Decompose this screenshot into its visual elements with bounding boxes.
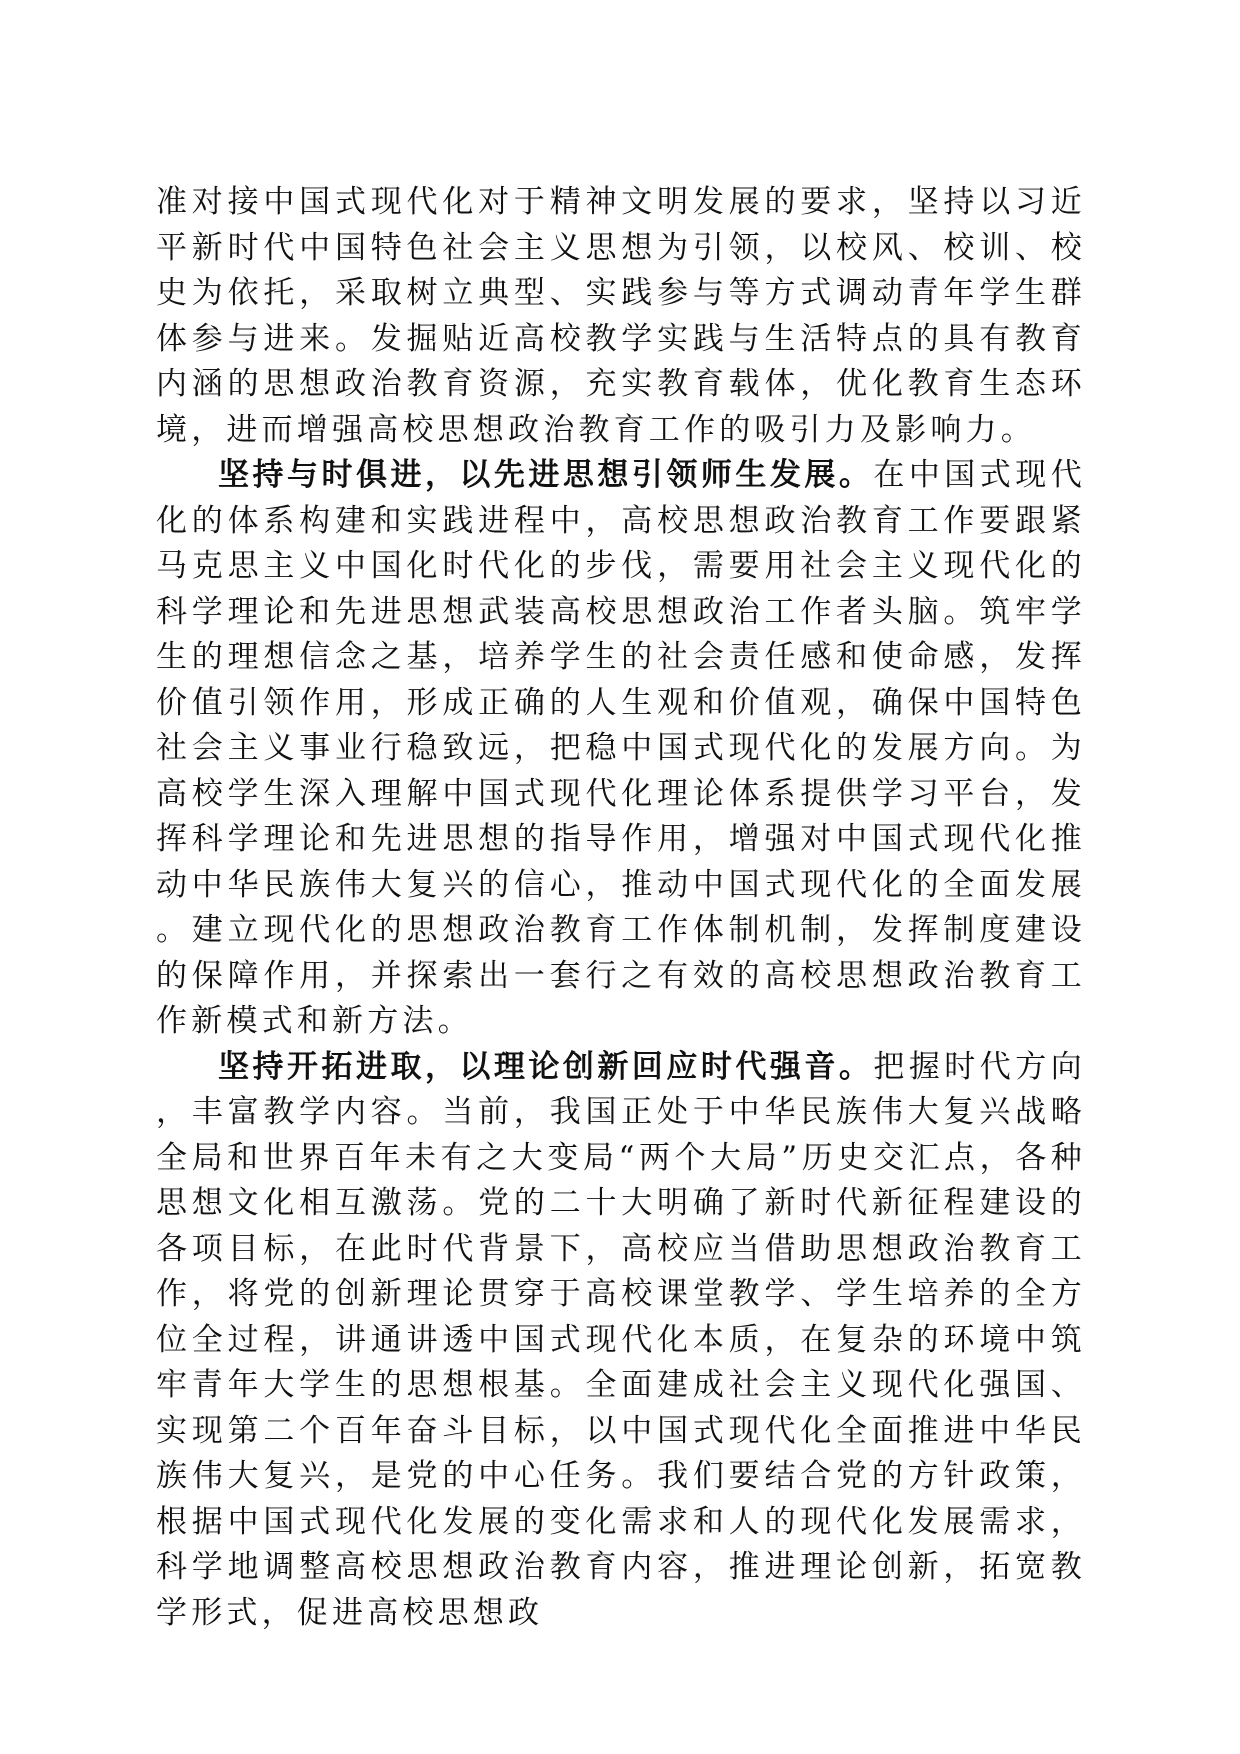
paragraph-continuation (156, 180, 1086, 453)
paragraph-keep-pace (156, 453, 1086, 1045)
paragraph-pioneering (156, 1045, 1086, 1637)
paragraph-body: 在中国式现代化的体系构建和实践进程中，高校思想政治教育工作要跟紧马克思主义中国化时代化的步伐，需要用社会主义现代化的科学理论和先进思想武装高校思想政治工作者头脑。筑牢学生的理想信念之基，培养学生的社会责任感和使命感，发挥价值引领作用，形成正确的人生观和价值观，确保中国特色社会主义事业行稳致远，把稳中国式现代化的发展方向。为高校学生深入理解中国式现代化理论体系提供学习平台，发挥科学理论和先进思想的指导作用，增强对中国式现代化推动中华民族伟大复兴的信心，推动中国式现代化的全面发展。建立现代化的思想政治教育工作体制机制，发挥制度建设的保障作用，并探索出一套行之有效的高校思想政治教育工作新模式和新方法。 (156, 457, 1086, 1039)
paragraph-lead: 坚持与时俱进，以先进思想引领师生发展。 (218, 457, 874, 493)
document-page (156, 180, 1086, 1636)
paragraph-body: 把握时代方向，丰富教学内容。当前，我国正处于中华民族伟大复兴战略全局和世界百年未有之大变局“两个大局”历史交汇点，各种思想文化相互激荡。党的二十大明确了新时代新征程建设的各项目标，在此时代背景下，高校应当借助思想政治教育工作，将党的创新理论贯穿于高校课堂教学、学生培养的全方位全过程，讲通讲透中国式现代化本质，在复杂的环境中筑牢青年大学生的思想根基。全面建成社会主义现代化强国、实现第二个百年奋斗目标，以中国式现代化全面推进中华民族伟大复兴，是党的中心任务。我们要结合党的方针政策，根据中国式现代化发展的变化需求和人的现代化发展需求，科学地调整高校思想政治教育内容，推进理论创新，拓宽教学形式，促进高校思想政 (156, 1048, 1086, 1631)
paragraph-lead: 坚持开拓进取，以理论创新回应时代强音。 (218, 1048, 874, 1085)
paragraph-body: 准对接中国式现代化对于精神文明发展的要求，坚持以习近平新时代中国特色社会主义思想为引领，以校风、校训、校史为依托，采取树立典型、实践参与等方式调动青年学生群体参与进来。发掘贴近高校教学实践与生活特点的具有教育内涵的思想政治教育资源，充实教育载体，优化教育生态环境，进而增强高校思想政治教育工作的吸引力及影响力。 (156, 184, 1086, 448)
